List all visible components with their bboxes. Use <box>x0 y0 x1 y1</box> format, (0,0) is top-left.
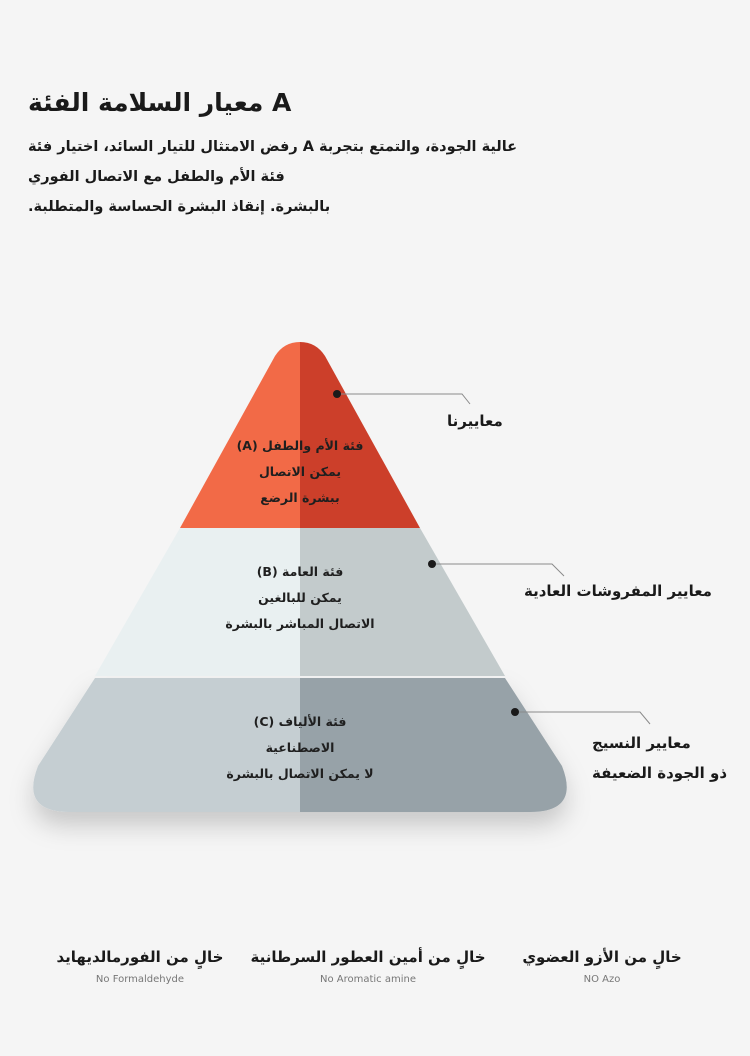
tier-c-line: فئة الألياف (C) <box>253 714 347 729</box>
tier-a-label <box>180 433 420 511</box>
feature-no-aromatic-amine <box>248 944 488 985</box>
tier-c-label <box>180 709 420 787</box>
feature-english: No Aromatic amine <box>319 974 416 985</box>
callout-regular-bedding <box>524 576 712 606</box>
tier-b-label <box>180 559 420 637</box>
feature-arabic: خالٍ من الأزو العضوي <box>522 948 682 966</box>
callout-line: معايير النسيج <box>592 734 691 752</box>
page-title: A معيار السلامة الفئة <box>28 88 292 117</box>
tier-c-line: لا يمكن الاتصال بالبشرة <box>226 766 374 781</box>
description-line: فئة الأم والطفل مع الاتصال الفوري <box>28 169 285 185</box>
feature-no-azo <box>482 944 722 985</box>
tier-b-line: الاتصال المباشر بالبشرة <box>225 616 375 631</box>
feature-no-formaldehyde <box>20 944 260 985</box>
description-line: بالبشرة. إنقاذ البشرة الحساسة والمتطلبة. <box>28 199 331 215</box>
feature-english: NO Azo <box>583 974 621 985</box>
tier-c-line: الاصطناعية <box>265 740 335 755</box>
callout-our-standards <box>447 406 503 436</box>
tier-a-line: ببشرة الرضع <box>260 490 340 505</box>
leader-line-c <box>515 712 650 724</box>
leader-dot-b <box>428 560 436 568</box>
feature-english: No Formaldehyde <box>95 974 185 985</box>
tier-a-line: يمكن الاتصال <box>258 464 342 479</box>
leader-line-b <box>432 564 564 576</box>
feature-arabic: خالٍ من الفورمالديهايد <box>56 948 224 966</box>
callout-line: معاييرنا <box>447 412 503 430</box>
tier-a-line: فئة الأم والطفل (A) <box>236 438 364 453</box>
leader-dot-a <box>333 390 341 398</box>
description-line: عالية الجودة، والتمتع بتجربة A رفض الامتثال للتيار السائد، اختيار فئة <box>28 139 518 155</box>
tier-b-line: يمكن للبالغين <box>258 590 342 605</box>
callout-line: معايير المفروشات العادية <box>524 582 712 600</box>
feature-arabic: خالٍ من أمين العطور السرطانية <box>250 948 486 966</box>
leader-line-a <box>337 394 470 404</box>
callout-line: ذو الجودة الضعيفة <box>592 764 728 782</box>
tier-b-line: فئة العامة (B) <box>256 564 344 579</box>
leader-dot-c <box>511 708 519 716</box>
callout-poor-textile <box>592 728 727 788</box>
